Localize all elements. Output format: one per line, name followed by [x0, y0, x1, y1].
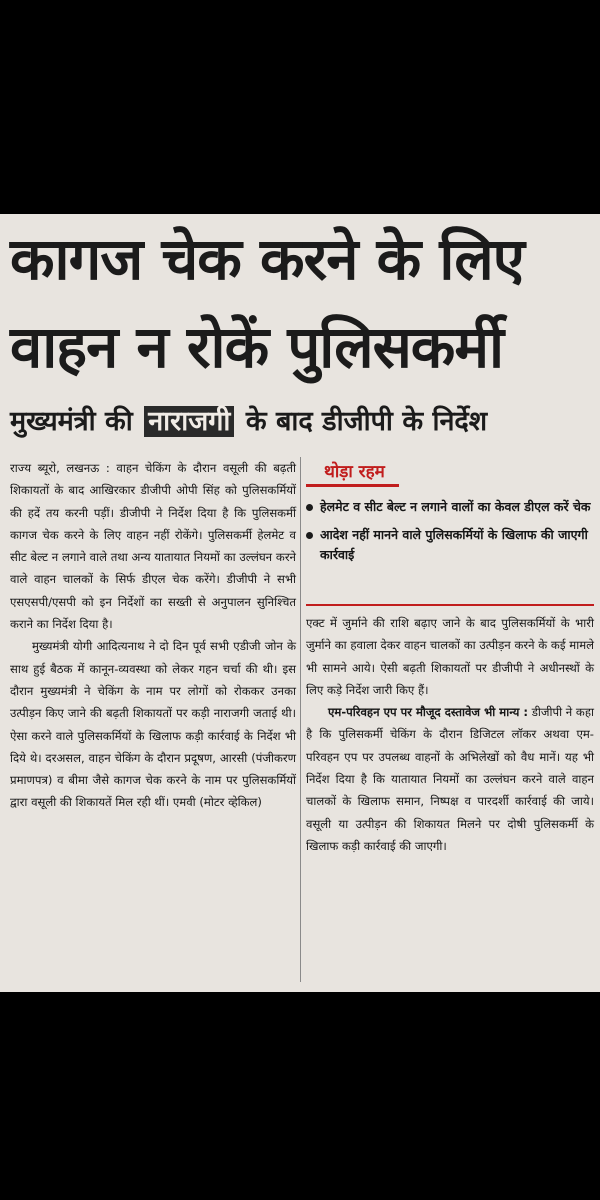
article-left-column [10, 457, 296, 814]
sidebar-title: थोड़ा रहम [306, 457, 399, 487]
section-body-text: डीजीपी ने कहा है कि पुलिसकर्मी चेकिंग के दौरान डिजिटल लॉकर अथवा एम-परिवहन एप पर उपलब्ध वाहनों के अभिलेखों को वैध मानें। यह भी निर्देश दिया है कि यातायात नियमों का उल्लंघन करने वाले वाहन चालकों के खिलाफ समान, निष्पक्ष व पारदर्शी कार्रवाई की जाये। वसूली या उत्पीड़न की शिकायत मिलने पर दोषी पुलिसकर्मी के खिलाफ कड़ी कार्रवाई की जाएगी। [306, 705, 594, 853]
sidebar-bullet [306, 525, 592, 565]
section-subheading: एम-परिवहन एप पर मौजूद दस्तावेज भी मान्य : [328, 705, 529, 720]
headline-line-2: वाहन न रोकें पुलिसकर्मी [10, 313, 504, 381]
newspaper-clipping [0, 214, 600, 992]
article-right-column [306, 612, 594, 857]
article-paragraph-1: राज्य ब्यूरो, लखनऊ : वाहन चेकिंग के दौरान वसूली की बढ़ती शिकायतों के बाद आखिरकार डीजीपी ओपी सिंह को पुलिसकर्मियों की हदें तय करनी पड़ीं। डीजीपी ने निर्देश दिया है कि पुलिसकर्मी कागज चेक करने के लिए वाहन नहीं रोकेंगे। पुलिसकर्मी हेलमेट व सीट बेल्ट न लगाने वाले तथा अन्य यातायात नियमों का उल्लंघन करने वाले वाहन चालकों के सिर्फ डीएल चेक करेंगे। डीजीपी ने सभी एसएसपी/एसपी को इन निर्देशों का सख्ती से अनुपालन सुनिश्चित कराने का निर्देश दिया है। [10, 461, 296, 632]
sidebar-bullet-text: आदेश नहीं मानने वाले पुलिसकर्मियों के खिलाफ की जाएगी कार्रवाई [320, 527, 588, 562]
article-paragraph-4 [306, 701, 594, 857]
subhead-suffix: के बाद डीजीपी के निर्देश [245, 406, 488, 437]
headline-line-1: कागज चेक करने के लिए [10, 225, 524, 293]
article-paragraph-3: एक्ट में जुर्माने की राशि बढ़ाए जाने के बाद पुलिसकर्मियों के भारी जुर्माने का हवाला देकर वाहन चालकों का उत्पीड़न करने के कई मामले भी सामने आये। ऐसी बढ़ती शिकायतों पर डीजीपी ने अधीनस्थों के लिए कड़े निर्देश जारी किए हैं। [306, 616, 594, 697]
bullet-dot-icon [306, 504, 313, 511]
subhead-prefix: मुख्यमंत्री की [10, 406, 133, 437]
column-divider [300, 457, 301, 982]
sidebar-bullet [306, 497, 592, 517]
subhead-highlight: नाराजगी [144, 406, 234, 437]
subheadline [10, 402, 487, 442]
article-paragraph-2: मुख्यमंत्री योगी आदित्यनाथ ने दो दिन पूर्व सभी एडीजी जोन के साथ हुई बैठक में कानून-व्यवस्था को लेकर गहन चर्चा की थी। इस दौरान मुख्यमंत्री ने चेकिंग के नाम पर लोगों को रोककर उनका उत्पीड़न किए जाने की बढ़ती शिकायतों पर कड़ी नाराजगी जताई थी। ऐसा करने वाले पुलिसकर्मियों के खिलाफ कड़ी कार्रवाई के निर्देश भी दिये थे। दरअसल, वाहन चेकिंग के दौरान प्रदूषण, आरसी (पंजीकरण प्रमाणपत्र) व बीमा जैसे कागज चेक करने के नाम पर पुलिसकर्मियों द्वारा वसूली की शिकायतें मिल रही थीं। एमवी (मोटर व्हेकिल) [10, 639, 296, 810]
sidebar-divider [306, 604, 594, 606]
sidebar-box [306, 457, 592, 573]
sidebar-bullet-text: हेलमेट व सीट बेल्ट न लगाने वालों का केवल डीएल करें चेक [320, 499, 591, 514]
bullet-dot-icon [306, 532, 313, 539]
